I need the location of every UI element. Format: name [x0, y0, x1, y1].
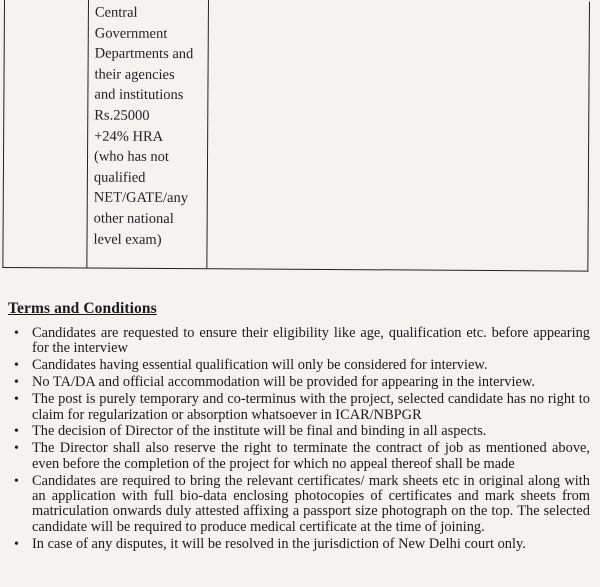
list-item — [10, 441, 590, 472]
cell-line: +24% HRA — [94, 128, 164, 145]
bullet-icon: • — [14, 441, 19, 457]
bullet-icon: • — [14, 326, 19, 341]
term-text: In case of any disputes, it will be resolved in the jurisdiction of New Delhi court only. — [32, 535, 526, 552]
term-text: No TA/DA and official accommodation will be provided for appearing in the interview. — [32, 374, 535, 391]
terms-list — [10, 326, 590, 554]
term-text: Candidates having essential qualification will only be considered for interview. — [32, 357, 488, 374]
cell-line: level exam) — [93, 231, 162, 248]
bullet-icon: • — [14, 392, 19, 408]
bullet-icon: • — [14, 424, 19, 440]
bullet-icon: • — [14, 473, 19, 489]
cell-line: qualified — [93, 169, 146, 186]
term-text: Candidates are requested to ensure their eligibility like age, qualification etc. before appearing for the interview — [32, 325, 590, 357]
emoluments-cell — [93, 3, 207, 251]
cell-line: and institutions — [94, 86, 184, 104]
term-text: The post is purely temporary and co-terminus with the project, selected candidate has no right to claim for regularization or absorption whatsoever in ICAR/NBPGR — [32, 391, 590, 423]
cell-line: their agencies — [94, 66, 175, 83]
salary-table-fragment — [2, 0, 590, 272]
bullet-icon: • — [14, 375, 19, 391]
list-item — [10, 474, 590, 536]
table-column-divider — [86, 0, 89, 268]
cell-line: other national — [93, 210, 174, 227]
cell-line: Rs.25000 — [94, 107, 150, 124]
cell-line: NET/GATE/any — [93, 189, 189, 207]
term-text: Candidates are required to bring the relevant certificates/ mark sheets etc in original along with an application with full bio-data enclosing photocopies of certificates and mark sheets from matriculation onwards duly attested affixing a passport size photograph on the top. The selected candidate will be required to produce medical certificate at the time of joining. — [32, 472, 590, 535]
list-item — [10, 375, 590, 390]
terms-heading: Terms and Conditions — [8, 300, 157, 317]
bullet-icon: • — [14, 358, 19, 374]
term-text: The Director shall also reserve the right to terminate the contract of job as mentioned above, even before the completion of the project for which no appeal thereof shall be made — [32, 440, 590, 472]
cell-line: Government — [94, 25, 168, 42]
term-text: The decision of Director of the institute will be final and binding in all aspects. — [32, 423, 487, 440]
cell-line: Central — [94, 4, 138, 21]
cell-line: Departments and — [94, 45, 194, 63]
list-item — [10, 424, 590, 439]
cell-line: (who has not — [93, 148, 170, 166]
list-item — [10, 358, 590, 373]
list-item — [10, 392, 590, 423]
list-item — [10, 326, 590, 357]
list-item — [10, 537, 590, 552]
bullet-icon: • — [14, 536, 19, 552]
